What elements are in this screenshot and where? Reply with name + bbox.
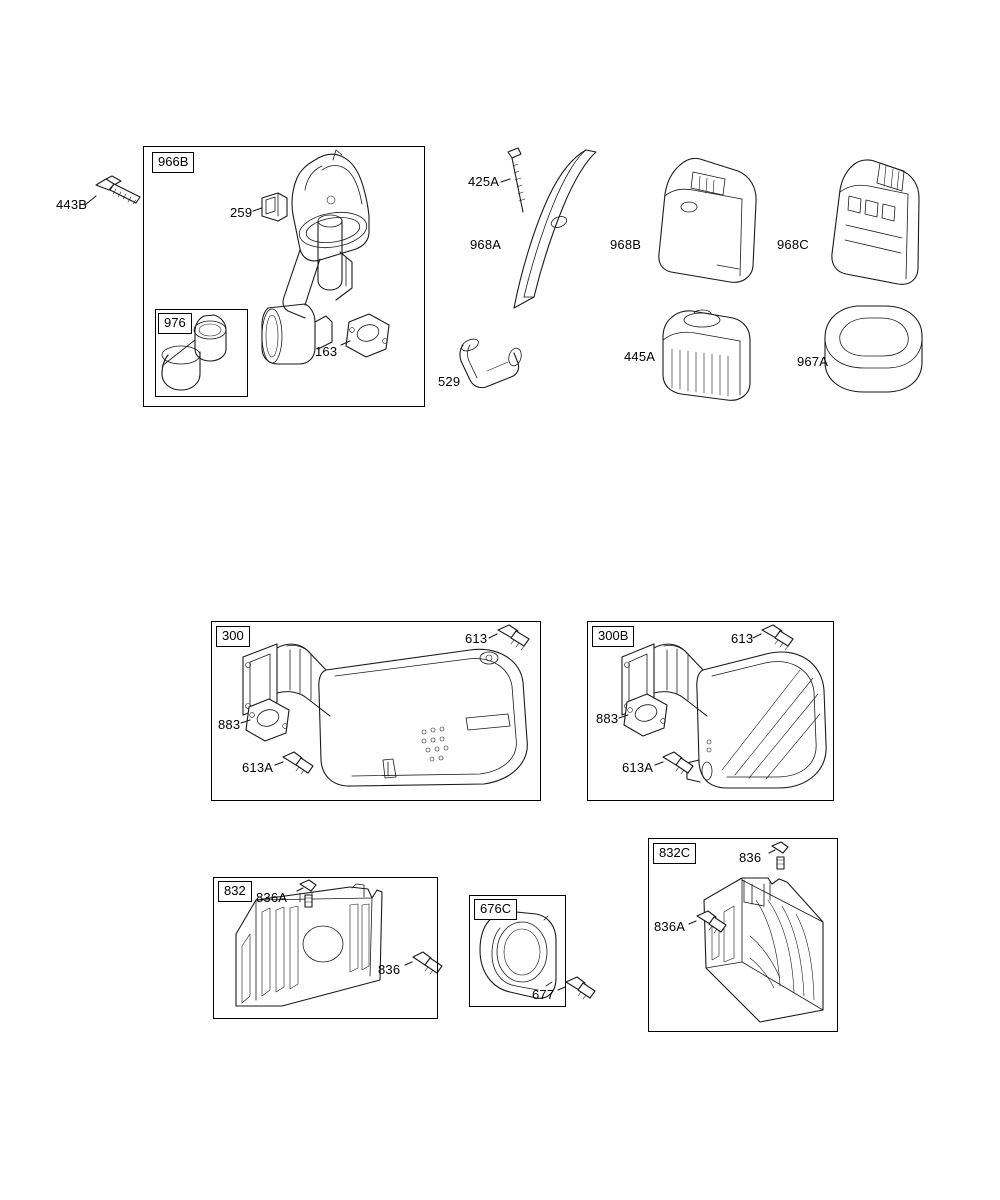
callout-967a: 967A bbox=[797, 354, 829, 369]
callout-883-left: 883 bbox=[218, 717, 241, 732]
part-425a-screw bbox=[501, 148, 525, 212]
callout-968c: 968C bbox=[777, 237, 809, 252]
group-label-832: 832 bbox=[218, 881, 252, 902]
group-label-976: 976 bbox=[158, 313, 192, 334]
group-label-966b: 966B bbox=[152, 152, 194, 173]
callout-883-right: 883 bbox=[596, 711, 619, 726]
callout-425a: 425A bbox=[468, 174, 500, 189]
group-label-676c: 676C bbox=[474, 899, 517, 920]
callout-968a: 968A bbox=[470, 237, 502, 252]
callout-613a-left: 613A bbox=[242, 760, 274, 775]
group-label-300b: 300B bbox=[592, 626, 634, 647]
callout-163: 163 bbox=[315, 344, 338, 359]
callout-613-left: 613 bbox=[465, 631, 488, 646]
callout-836a-right: 836A bbox=[654, 919, 686, 934]
callout-259: 259 bbox=[230, 205, 253, 220]
callout-613a-right: 613A bbox=[622, 760, 654, 775]
callout-836-left: 836 bbox=[378, 962, 401, 977]
part-529-elbow bbox=[460, 337, 523, 388]
group-label-300: 300 bbox=[216, 626, 250, 647]
callout-836-right: 836 bbox=[739, 850, 762, 865]
callout-836a-left: 836A bbox=[256, 890, 288, 905]
part-968c-cover bbox=[832, 160, 919, 284]
callout-443b: 443B bbox=[56, 197, 88, 212]
callout-529: 529 bbox=[438, 374, 461, 389]
callout-677: 677 bbox=[532, 987, 555, 1002]
part-445a-filter bbox=[663, 310, 750, 400]
part-968b-cover bbox=[659, 158, 756, 282]
part-967a-precleaner bbox=[825, 306, 922, 392]
callout-445a: 445A bbox=[624, 349, 656, 364]
group-label-832c: 832C bbox=[653, 843, 696, 864]
callout-613-right: 613 bbox=[731, 631, 754, 646]
part-443b-screw bbox=[85, 176, 140, 205]
part-968a-cover bbox=[514, 150, 596, 308]
callout-968b: 968B bbox=[610, 237, 642, 252]
group-box-832c bbox=[648, 838, 838, 1032]
